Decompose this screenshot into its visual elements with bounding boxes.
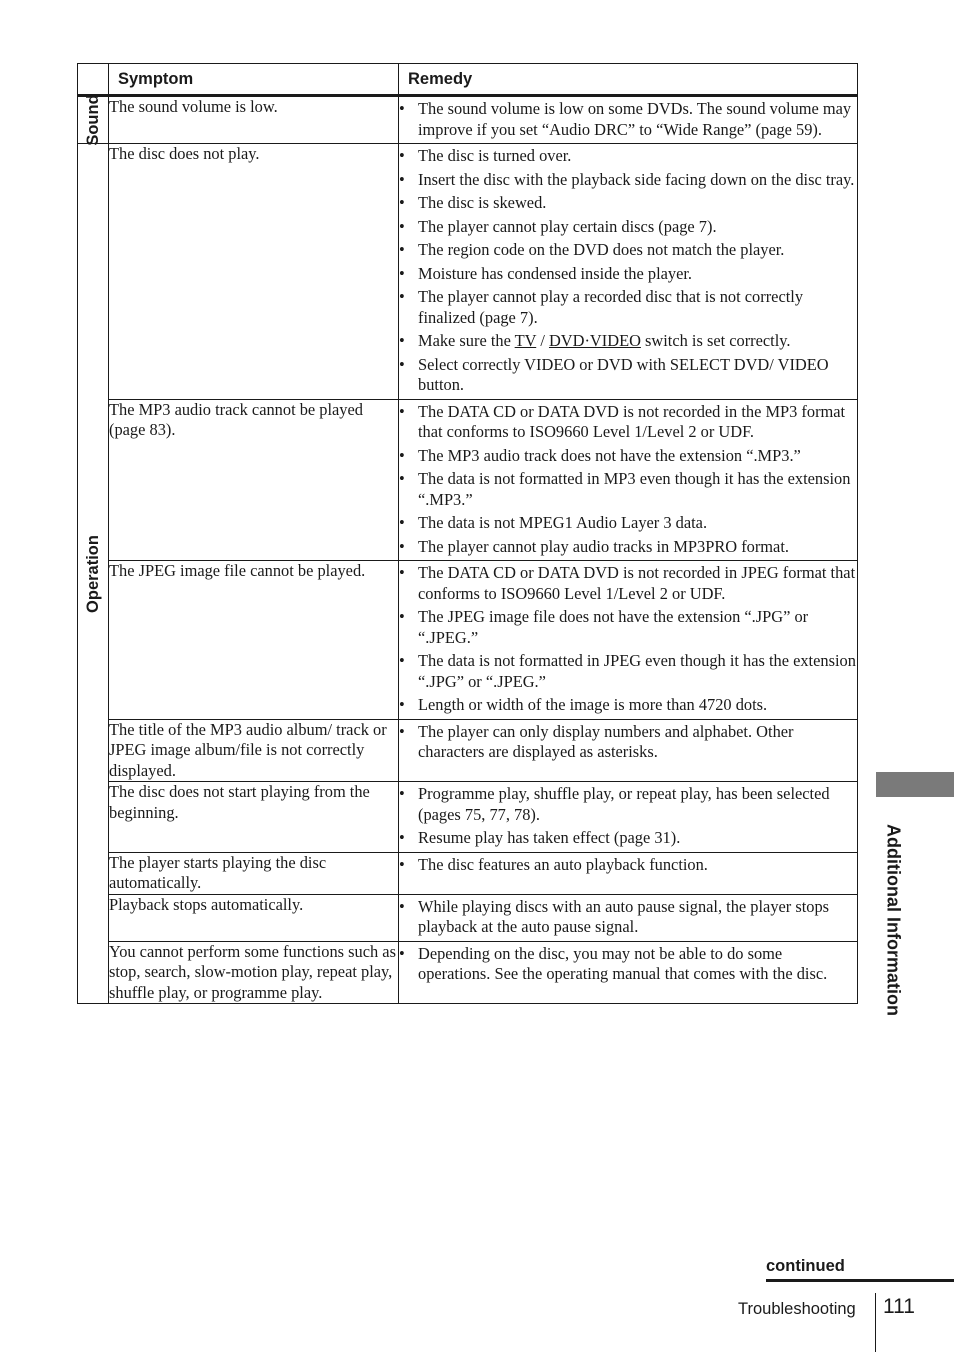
remedy-item: • Depending on the disc, you may not be able to do some operations. See the operating manual that comes with the disc. xyxy=(399,943,828,983)
remedy-item: • Length or width of the image is more than 4720 dots. xyxy=(399,695,768,714)
tv-switch-label: TV xyxy=(514,331,537,350)
symptom-cell: The player starts playing the disc automatically. xyxy=(109,852,399,894)
table-row xyxy=(78,144,858,400)
remedy-item: • Programme play, shuffle play, or repeat play, has been selected (pages 75, 77, 78). xyxy=(399,784,830,824)
remedy-item: • The player cannot play certain discs (page 7). xyxy=(399,216,717,236)
remedy-item: • The DATA CD or DATA DVD is not recorded in the MP3 format that conforms to ISO9660 Level 1/Level 2 or UDF. xyxy=(399,401,846,441)
remedy-cell xyxy=(399,782,858,853)
remedy-cell xyxy=(399,894,858,941)
remedy-item-switch: • Make sure the TV / DVD·VIDEO switch is set correctly. xyxy=(399,331,791,350)
remedy-item: • Select correctly VIDEO or DVD with SELECT DVD/ VIDEO button. xyxy=(399,354,829,394)
remedy-item: • The disc features an auto playback function. xyxy=(399,854,708,874)
category-label-operation: Operation xyxy=(83,534,102,613)
table-row xyxy=(78,852,858,894)
remedy-cell xyxy=(399,96,858,144)
remedy-item: • While playing discs with an auto pause signal, the player stops playback at the auto pause signal. xyxy=(399,896,830,936)
remedy-item: • The sound volume is low on some DVDs. The sound volume may improve if you set “Audio DRC” to “Wide Range” (page 59). xyxy=(399,99,852,139)
footer-divider xyxy=(875,1293,876,1352)
remedy-item: • The data is not formatted in JPEG even though it has the extension “.JPG” or “.JPEG.” xyxy=(399,651,856,691)
table-row xyxy=(78,941,858,1004)
remedy-item: • The DATA CD or DATA DVD is not recorded in JPEG format that conforms to ISO9660 Level 1/Level 2 or UDF. xyxy=(399,563,856,603)
table-header-row xyxy=(78,64,858,96)
symptom-cell: The sound volume is low. xyxy=(109,96,399,144)
category-header xyxy=(78,64,109,96)
table-row xyxy=(78,399,858,561)
symptom-cell: The JPEG image file cannot be played. xyxy=(109,561,399,720)
remedy-header: Remedy xyxy=(399,64,858,96)
table-row xyxy=(78,561,858,720)
continued-label: continued xyxy=(766,1257,845,1275)
remedy-item: • The disc is turned over. xyxy=(399,146,572,165)
remedy-item: • Moisture has condensed inside the player. xyxy=(399,263,693,283)
category-label-sound: Sound xyxy=(83,94,102,146)
remedy-item: • The player cannot play a recorded disc that is not correctly finalized (page 7). xyxy=(399,287,804,327)
section-tab-marker xyxy=(876,772,954,797)
remedy-item: • The JPEG image file does not have the extension “.JPG” or “.JPEG.” xyxy=(399,607,809,647)
dvd-video-switch-label: DVD·VIDEO xyxy=(548,331,641,350)
symptom-cell: The disc does not play. xyxy=(109,144,399,400)
symptom-header: Symptom xyxy=(109,64,399,96)
remedy-item: • The region code on the DVD does not match the player. xyxy=(399,240,785,259)
remedy-item: • The data is not formatted in MP3 even though it has the extension “.MP3.” xyxy=(399,469,851,509)
category-cell-operation xyxy=(78,144,109,1004)
table-row xyxy=(78,719,858,782)
remedy-item: • The player cannot play audio tracks in MP3PRO format. xyxy=(399,536,789,556)
remedy-cell xyxy=(399,399,858,561)
category-cell-sound xyxy=(78,96,109,144)
remedy-cell xyxy=(399,719,858,782)
section-side-label: Additional Information xyxy=(883,824,904,1016)
remedy-item: • Resume play has taken effect (page 31). xyxy=(399,828,681,847)
remedy-item: • The player can only display numbers and alphabet. Other characters are displayed as asterisks. xyxy=(399,721,794,761)
remedy-cell xyxy=(399,144,858,400)
table-row xyxy=(78,782,858,853)
remedy-cell xyxy=(399,941,858,1004)
remedy-item: • The disc is skewed. xyxy=(399,193,547,212)
symptom-cell: The MP3 audio track cannot be played (page 83). xyxy=(109,399,399,561)
remedy-item: • The data is not MPEG1 Audio Layer 3 data. xyxy=(399,513,708,532)
remedy-cell xyxy=(399,852,858,894)
continued-rule xyxy=(766,1279,954,1282)
symptom-cell: You cannot perform some functions such as stop, search, slow-motion play, repeat play, shuffle play, or programme play. xyxy=(109,941,399,1004)
symptom-cell: Playback stops automatically. xyxy=(109,894,399,941)
table-row xyxy=(78,96,858,144)
page-number: 111 xyxy=(883,1295,915,1318)
remedy-item: • Insert the disc with the playback side facing down on the disc tray. xyxy=(399,169,855,189)
remedy-item: • The MP3 audio track does not have the extension “.MP3.” xyxy=(399,445,801,465)
troubleshooting-table xyxy=(77,63,858,1004)
footer-section-name: Troubleshooting xyxy=(738,1300,856,1318)
remedy-cell xyxy=(399,561,858,720)
table-row xyxy=(78,894,858,941)
symptom-cell: The title of the MP3 audio album/ track or JPEG image album/file is not correctly displayed. xyxy=(109,719,399,782)
symptom-cell: The disc does not start playing from the beginning. xyxy=(109,782,399,853)
